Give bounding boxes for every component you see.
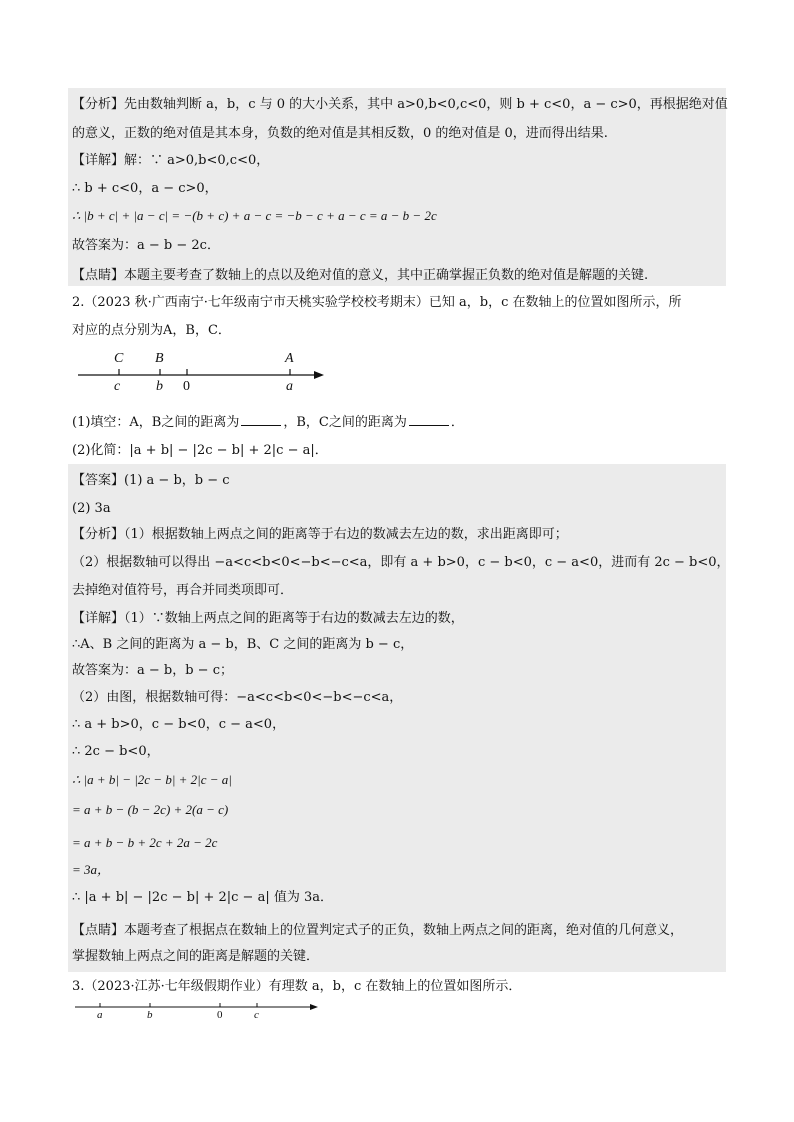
q2-detail-line8: = a + b − (b − 2c) + 2(a − c)	[72, 802, 229, 817]
q2-value-label-b: b	[156, 379, 163, 394]
q2-detail-line11: ∴ |a + b| − |2c − b| + 2|c − a| 值为 3a．	[72, 890, 334, 905]
q2-point-label-C: C	[114, 351, 124, 366]
q2-analysis-line2: （2）根据数轴可以得出 −a<c<b<0<−b<−c<a，即有 a + b>0，c − b<0，c − a<0，进而有 2c − b<0，	[72, 555, 730, 570]
q2-detail-line3: 故答案为：a − b，b − c；	[72, 663, 233, 678]
q2-point-label-B: B	[155, 351, 164, 366]
q3-label-c: c	[254, 1009, 259, 1021]
q2-detail-line4: （2）由图，根据数轴可得：−a<c<b<0<−b<−c<a，	[72, 690, 403, 705]
q2-detail-line1: 【详解】（1）∵数轴上两点之间的距离等于右边的数减去左边的数，	[72, 611, 464, 626]
q2-detail-line2: ∴A、B 之间的距离为 a − b，B、C 之间的距离为 b − c，	[72, 637, 414, 652]
q2-detail-line7: ∴ |a + b| − |2c − b| + 2|c − a|	[72, 772, 232, 787]
q1-analysis-line1: 【分析】先由数轴判断 a，b，c 与 0 的大小关系，其中 a>0,b<0,c<0，则 b + c<0，a − c>0，再根据绝对值	[72, 97, 728, 112]
q2-blank-1[interactable]	[241, 425, 281, 426]
q2-stem-line2: 对应的点分别为A，B，C．	[72, 323, 231, 338]
q1-detail-line2: ∴ b + c<0，a − c>0，	[72, 181, 218, 196]
q1-remark: 【点睛】本题主要考查了数轴上的点以及绝对值的意义，其中正确掌握正负数的绝对值是解题的关键.	[72, 268, 649, 283]
q2-analysis-line1: 【分析】（1）根据数轴上两点之间的距离等于右边的数减去左边的数，求出距离即可；	[72, 527, 568, 542]
q2-answer-line1: 【答案】(1) a − b，b − c	[72, 473, 230, 488]
q1-detail-line1: 【详解】解：∵ a>0,b<0,c<0，	[72, 153, 270, 168]
q2-part1-text-c: ．	[450, 415, 464, 430]
q3-axis-arrow	[310, 1004, 318, 1010]
q3-label-b: b	[147, 1009, 153, 1021]
q2-remark-line1: 【点睛】本题考查了根据点在数轴上的位置判定式子的正负，数轴上两点之间的距离，绝对值的几何意义，	[72, 923, 684, 938]
q2-part2: (2)化简：|a + b| − |2c − b| + 2|c − a|．	[72, 443, 328, 458]
q2-answer-line2: (2) 3a	[72, 501, 111, 516]
q1-analysis-line2: 的意义，正数的绝对值是其本身，负数的绝对值是其相反数，0 的绝对值是 0，进而得出结果.	[72, 126, 608, 141]
q2-remark-line2: 掌握数轴上两点之间的距离是解题的关键．	[72, 949, 320, 964]
q2-value-label-0: 0	[183, 379, 190, 394]
q2-value-label-a: a	[286, 379, 293, 394]
q2-part1-text-a: (1)填空：A，B之间的距离为	[72, 415, 240, 430]
q2-axis-arrow	[314, 371, 324, 379]
q2-analysis-line3: 去掉绝对值符号，再合并同类项即可．	[72, 583, 294, 598]
q1-answer: 故答案为：a − b − 2c．	[72, 238, 220, 253]
q3-number-line	[0, 994, 794, 1024]
q3-stem: 3.（2023·江苏·七年级假期作业）有理数 a，b，c 在数轴上的位置如图所示．	[72, 979, 522, 994]
q2-detail-line9: = a + b − b + 2c + 2a − 2c	[72, 835, 218, 850]
q2-part1	[72, 414, 464, 432]
q2-stem-line1: 2.（2023 秋·广西南宁·七年级南宁市天桃实验学校校考期末）已知 a，b，c 在数轴上的位置如图所示，所	[72, 295, 682, 310]
q2-value-label-c: c	[114, 379, 121, 394]
q3-label-a: a	[97, 1009, 103, 1021]
q3-label-0: 0	[217, 1009, 223, 1021]
q2-detail-line10: = 3a，	[72, 862, 111, 877]
q2-detail-line5: ∴ a + b>0，c − b<0，c − a<0，	[72, 717, 286, 732]
q1-detail-line3: ∴ |b + c| + |a − c| = −(b + c) + a − c = −b − c + a − c = a − b − 2c	[72, 208, 437, 223]
q2-detail-line6: ∴ 2c − b<0，	[72, 744, 160, 759]
q2-point-label-A: A	[285, 351, 294, 366]
q2-part1-text-b: ，B，C之间的距离为	[283, 415, 407, 430]
q2-blank-2[interactable]	[409, 425, 449, 426]
